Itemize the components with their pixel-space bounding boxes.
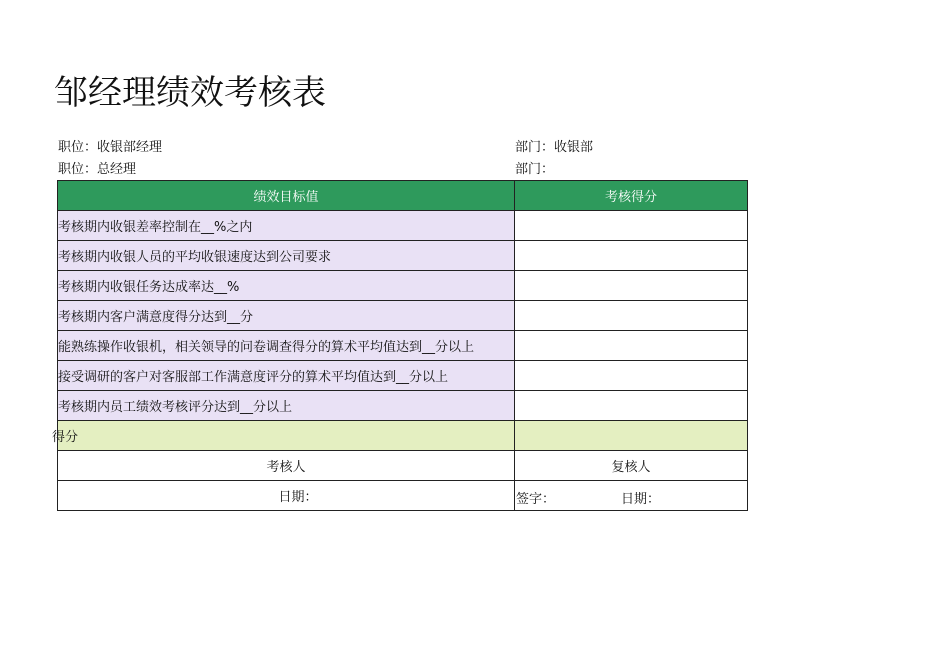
assessment-table [52,180,748,511]
goal-cell: 考核期内收银任务达成率达__% [58,271,515,301]
goal-cell: 能熟练操作收银机，相关领导的问卷调查得分的算术平均值达到__分以上 [58,331,515,361]
score-cell[interactable] [515,211,748,241]
score-cell[interactable] [515,361,748,391]
goal-cell: 考核期内收银人员的平均收银速度达到公司要求 [58,241,515,271]
rechecker-label: 复核人 [515,451,748,481]
score-cell[interactable] [515,331,748,361]
goal-cell: 考核期内员工绩效考核评分达到__分以上 [58,391,515,421]
department-label-1: 部门：收银部 [515,140,594,155]
total-label-cell [52,421,515,451]
reviewer-date-label[interactable]: 日期： [58,481,515,511]
table-row [58,271,748,301]
goal-cell: 考核期内客户满意度得分达到__分 [58,301,515,331]
table-row [58,301,748,331]
table-row [58,391,748,421]
rechecker-date-label: 日期： [621,492,661,507]
score-cell[interactable] [515,301,748,331]
signature-label: 签字： [516,492,556,507]
score-cell[interactable] [515,271,748,301]
table-row [58,211,748,241]
reviewer-row [58,451,748,481]
header-score: 考核得分 [515,181,748,211]
score-cell[interactable] [515,391,748,421]
reviewer-label: 考核人 [58,451,515,481]
total-score-cell[interactable] [515,421,748,451]
table-row [58,241,748,271]
page-title: 邹经理绩效考核表 [54,73,326,113]
department-label-2: 部门： [515,162,555,177]
goal-cell: 接受调研的客户对客服部工作满意度评分的算术平均值达到__分以上 [58,361,515,391]
total-label: 得分 [52,430,79,445]
table-row [58,361,748,391]
total-row [58,421,748,451]
table-row [58,331,748,361]
rechecker-signature-cell[interactable] [515,481,748,511]
score-cell[interactable] [515,241,748,271]
header-goal: 绩效目标值 [58,181,515,211]
position-label-1: 职位：收银部经理 [58,140,163,155]
table-header-row [58,181,748,211]
position-label-2: 职位：总经理 [58,162,137,177]
signature-row [58,481,748,511]
goal-cell: 考核期内收银差率控制在__%之内 [58,211,515,241]
